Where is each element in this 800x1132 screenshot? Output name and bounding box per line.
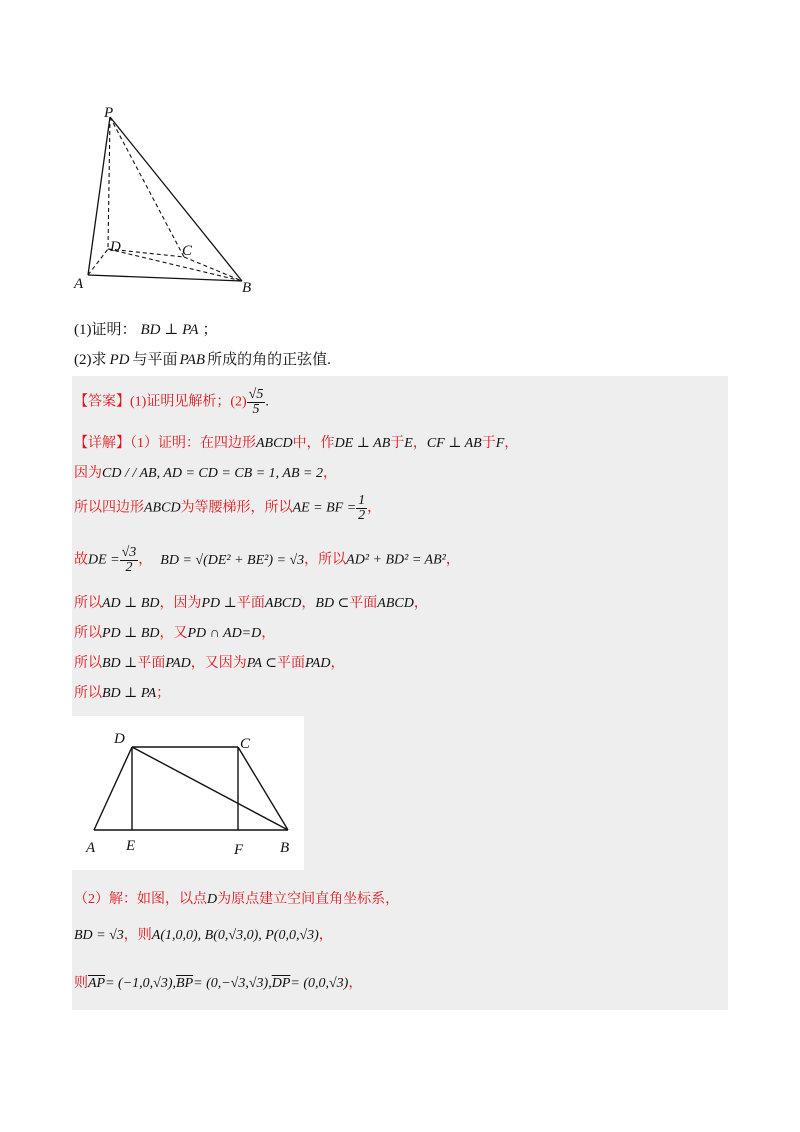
detail-l4-math-3: AD² + BD² = AB² [346, 552, 446, 568]
detail-l1-math-2: DE ⊥ AB [334, 436, 391, 451]
detail-l4-frac-den: 2 [125, 560, 133, 575]
detail-l5-text-d: ， [301, 596, 316, 611]
edge-PB [110, 117, 242, 281]
detail-l8-text-b: ； [156, 686, 171, 701]
label-B: B [242, 280, 252, 296]
detail-l1-text-a: （1）证明：在四边形 [130, 436, 256, 451]
detail-l7-math-3: PA ⊂ [246, 656, 278, 671]
detail-line-6 [74, 622, 275, 642]
detail-l5-math-3: ABCD [264, 596, 302, 611]
detail-l5-math-5: ABCD [377, 596, 414, 611]
part2-l1-math: D [207, 892, 218, 907]
detail-line-4 [74, 546, 460, 575]
edge-PD [108, 117, 110, 249]
answer-text: (1)证明见解析；(2) [130, 394, 247, 410]
detail-l1-math-4: CF ⊥ AB [426, 436, 482, 451]
q2-mid: 与平面 [132, 352, 178, 368]
edge-DB [132, 747, 288, 830]
detail-l8-text-a: 所以 [74, 686, 102, 701]
detail-l1-text-e: 于 [481, 436, 496, 451]
answer-line [74, 388, 269, 417]
detail-l6-math-1: PD ⊥ BD [102, 626, 160, 641]
detail-l3-frac-den: 2 [358, 508, 366, 523]
detail-l5-math-2: PD ⊥ [201, 596, 237, 611]
detail-l5-math-1: AD ⊥ BD [102, 596, 160, 611]
detail-l3-math-2: AE = BF = [292, 500, 357, 516]
trapezoid-figure-panel [72, 716, 304, 870]
detail-l7-text-b: 平面 [137, 656, 166, 671]
detail-l7-text-c: ，又因为 [190, 656, 247, 671]
detail-l3-text-a: 所以四边形 [74, 500, 144, 516]
detail-l1-text-f: ， [504, 436, 519, 451]
detail-l5-text-e: 平面 [349, 596, 378, 611]
detail-l6-text-b: ，又 [159, 626, 188, 641]
answer-fraction [247, 388, 266, 417]
detail-l6-text-c: ， [261, 626, 276, 641]
detail-l6-math-2: PD ∩ AD=D [187, 626, 262, 641]
detail-l3-text-c: ， [367, 500, 382, 516]
q1-prefix: (1)证明： [74, 322, 137, 338]
q2-suffix: 所成的角的正弦值. [207, 352, 331, 368]
detail-l5-math-4: BD ⊂ [315, 596, 350, 611]
detail-l5-text-a: 所以 [74, 596, 102, 611]
detail-l6-text-a: 所以 [74, 626, 102, 641]
answer-frac-num: √5 [248, 387, 264, 402]
detail-l3-text-b: 为等腰梯形，所以 [180, 500, 293, 516]
part2-l1-text-a: （2）解：如图，以点 [74, 892, 207, 907]
part2-l2-text-a: ，则 [123, 928, 152, 943]
edge-AD [94, 747, 132, 830]
edge-PC [110, 117, 184, 257]
detail-line-1 [74, 432, 518, 452]
part2-l2-math-2: A(1,0,0), B(0,√3,0), P(0,0,√3) [151, 928, 319, 943]
detail-l5-text-b: ，因为 [159, 596, 202, 611]
detail-l4-frac-num: √3 [121, 545, 137, 560]
part2-l3-vector-dp: $\overline{DP}$ [271, 976, 291, 991]
detail-line-2 [74, 462, 337, 482]
part2-line-1 [74, 888, 399, 908]
part2-l3-vector-bp: $\overline{BP}$ [176, 976, 194, 991]
detail-l7-math-1: BD ⊥ [102, 656, 138, 671]
part2-l3-math-3: = (0,0,√3) [290, 976, 349, 991]
q2-math1: PD [109, 352, 130, 368]
detail-l7-text-a: 所以 [74, 656, 102, 671]
detail-l2-math: CD / / AB, AD = CD = CB = 1, AB = 2 [102, 466, 323, 481]
detail-l2-text-b: ， [322, 466, 337, 481]
detail-line-8 [74, 682, 170, 702]
answer-tag: 【答案】 [74, 394, 130, 410]
detail-tag: 【详解】 [74, 436, 130, 451]
detail-l1-math-3: E [404, 436, 413, 451]
detail-l4-text-c: ，所以 [304, 552, 347, 568]
detail-l7-text-e: ， [330, 656, 345, 671]
part2-l3-text-a: 则 [74, 976, 88, 991]
detail-l4-text-b: ， [138, 552, 153, 568]
q1-math: BD ⊥ PA [140, 322, 199, 338]
label-C: C [240, 736, 251, 752]
label-A: A [86, 840, 96, 856]
detail-l5-text-f: ， [413, 596, 428, 611]
detail-l4-fraction [120, 546, 139, 575]
detail-l3-frac-num: 1 [358, 493, 366, 508]
answer-end: . [265, 394, 269, 410]
part2-line-3 [74, 972, 362, 992]
part2-l3-math-1: = (−1,0,√3), [105, 976, 177, 991]
pyramid-figure [70, 105, 270, 300]
part2-l1-text-b: 为原点建立空间直角坐标系， [217, 892, 400, 907]
label-D: D [114, 731, 125, 747]
label-F: F [234, 842, 244, 858]
detail-l1-text-b: 中，作 [292, 436, 335, 451]
detail-line-3 [74, 494, 381, 523]
part2-line-2 [74, 924, 333, 944]
part2-l3-math-2: = (0,−√3,√3), [193, 976, 272, 991]
detail-l1-text-d: ， [412, 436, 427, 451]
detail-l1-math-5: F [495, 436, 505, 451]
part2-l3-vector-ap: $\overline{AP}$ [88, 976, 106, 991]
detail-line-7 [74, 652, 344, 672]
detail-l3-math-1: ABCD [144, 500, 181, 516]
detail-l7-math-4: PAD [305, 656, 331, 671]
detail-l1-math-1: ABCD [256, 436, 293, 451]
detail-l8-math: BD ⊥ PA [102, 686, 157, 701]
label-P: P [104, 105, 114, 121]
answer-frac-den: 5 [252, 402, 260, 417]
detail-l7-math-2: PAD [165, 656, 191, 671]
q2-math2: PAB [179, 352, 206, 368]
question-1 [74, 318, 218, 339]
q1-suffix: ； [202, 322, 218, 338]
label-C: C [182, 243, 193, 259]
edge-CB [238, 747, 288, 830]
detail-line-5 [74, 592, 428, 612]
part2-l2-text-b: ， [318, 928, 333, 943]
q2-prefix: (2)求 [74, 352, 107, 368]
label-E: E [126, 838, 136, 854]
detail-l7-text-d: 平面 [277, 656, 306, 671]
label-D: D [110, 239, 121, 255]
detail-l5-text-c: 平面 [236, 596, 265, 611]
detail-l4-text-d: ， [445, 552, 460, 568]
part2-l2-math-1: BD = √3 [74, 928, 124, 943]
label-B: B [280, 840, 290, 856]
trapezoid-figure [72, 716, 304, 870]
detail-l4-text-a: 故 [74, 552, 88, 568]
detail-l2-text-a: 因为 [74, 466, 102, 481]
part2-l3-text-b: ， [348, 976, 363, 991]
detail-l1-text-c: 于 [390, 436, 405, 451]
label-A: A [74, 276, 84, 292]
detail-l4-math-2: BD = √(DE² + BE²) = √3 [160, 552, 305, 568]
detail-l4-math-1: DE = [88, 552, 120, 568]
question-2 [74, 348, 331, 369]
detail-l3-fraction [356, 494, 367, 523]
